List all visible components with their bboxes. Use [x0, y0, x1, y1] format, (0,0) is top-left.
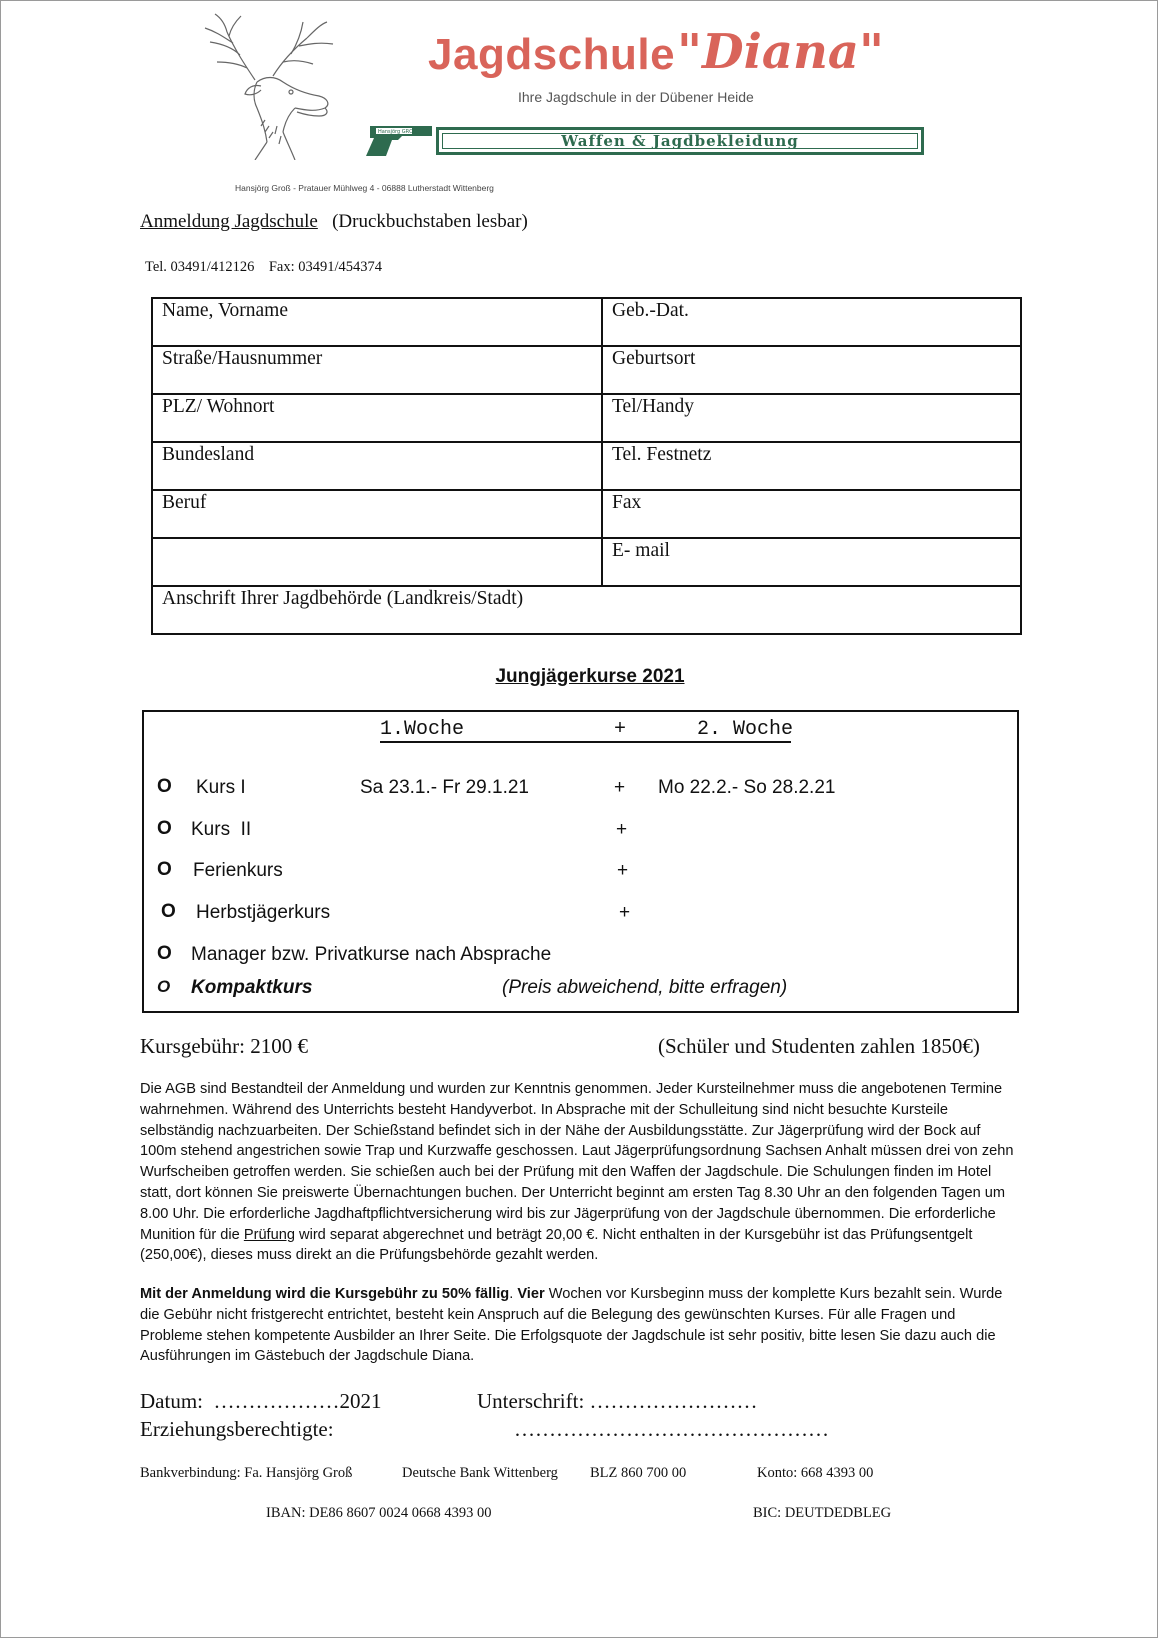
stag-logo-icon — [195, 10, 355, 160]
guardian-label: Erziehungsberechtigte: — [140, 1417, 334, 1441]
kurs2-checkbox[interactable]: O — [157, 818, 172, 839]
form-row — [152, 538, 1021, 586]
field-profession[interactable]: Beruf — [152, 490, 602, 538]
registration-title: Anmeldung Jagdschule — [140, 211, 318, 232]
form-row — [152, 442, 1021, 490]
payment-text: Wochen vor Kursbeginn muss der komplette Kurs bezahlt sein. Wurde die Gebühr nicht fristgerecht entrichtet, besteht kein Anspruch auf die Belegung des gewünschten Kurses. Für alle Fragen und Probleme stehen kompetente Ausbilder an Ihrer Seite. Die Erfolgsquote der Jagdschule ist sehr positiv, bitte lesen Sie dazu auch die Ausführungen im Gästebuch der Jagdschule Diana. — [140, 1286, 1003, 1365]
field-empty[interactable] — [152, 538, 602, 586]
kurs1-checkbox[interactable]: O — [157, 776, 172, 797]
field-landline[interactable]: Tel. Festnetz — [602, 442, 1021, 490]
terms-pruefung: Prüfung — [243, 1226, 295, 1243]
week1-heading: 1.Woche — [380, 718, 465, 741]
terms-paragraph — [140, 1079, 1020, 1266]
company-address: Hansjörg Groß - Pratauer Mühlweg 4 - 06888 Lutherstadt Wittenberg — [235, 183, 494, 193]
kurs1-week2-date: Mo 22.2.- So 28.2.21 — [658, 777, 836, 798]
field-email[interactable]: E- mail — [602, 538, 1021, 586]
form-row — [152, 490, 1021, 538]
pistol-icon — [362, 122, 434, 158]
banner-text: Waffen & Jagdbekleidung — [561, 132, 799, 150]
field-birthplace[interactable]: Geburtsort — [602, 346, 1021, 394]
registration-heading — [140, 211, 528, 233]
field-zip-city[interactable]: PLZ/ Wohnort — [152, 394, 602, 442]
bank-holder: Bankverbindung: Fa. Hansjörg Groß — [140, 1465, 353, 1481]
week-underline — [380, 741, 791, 743]
herbstkurs-name: Herbstjägerkurs — [196, 902, 331, 923]
manager-name: Manager bzw. Privatkurse nach Absprache — [191, 944, 552, 965]
kompakt-checkbox[interactable]: O — [157, 977, 171, 996]
bank-bic: BIC: DEUTDEDBLEG — [753, 1505, 892, 1521]
terms-text-a: Die AGB sind Bestandteil der Anmeldung und wurden zur Kenntnis genommen. Jeder Kursteilnehmer muss die angebotenen Termine wahrnehmen. Während des Unterrichts besteht Handyverbot. In Absprache mit der Schulleitung sind nicht besuchte Kursteile selbständig nachzuarbeiten. Der Schießstand befindet sich in der Nähe der Ausbildungsstätte. Zur Jägerprüfung wird der Bock auf 100m stehend angestrichen sowie Trap und Kurzwaffe geschossen. Laut Jägerprüfungsordnung Sachsen Anhalt müssen drei von zehn Wurfscheiben getroffen werden. Sie schießen auch bei der Prüfung mit den Waffen der Jagdschule. Die Schulungen finden im Hotel statt, dort können Sie preiswerte Übernachtungen buchen. Der Unterricht beginnt am ersten Tag 8.30 Uhr an den folgenden Tagen um 8.00 Uhr. Die erforderliche Jagdhaftpflichtversicherung wird bis zur Jägerprüfung von der Jagdschule übernommen. Die erforderliche Munition für die — [140, 1081, 1014, 1243]
field-birthdate[interactable]: Geb.-Dat. — [602, 298, 1021, 346]
title-name: "Diana" — [677, 24, 884, 80]
field-street[interactable]: Straße/Hausnummer — [152, 346, 602, 394]
signature-field[interactable]: Unterschrift: …………………… — [477, 1389, 758, 1413]
form-row — [152, 394, 1021, 442]
ferienkurs-checkbox[interactable]: O — [157, 859, 172, 880]
kurs1-plus: + — [614, 777, 626, 798]
payment-bold-2: Vier — [517, 1286, 545, 1302]
bank-konto: Konto: 668 4393 00 — [757, 1465, 874, 1481]
kurs1-week1-date: Sa 23.1.- Fr 29.1.21 — [360, 777, 529, 798]
form-row — [152, 298, 1021, 346]
date-field[interactable]: Datum: ………………2021 — [140, 1389, 382, 1413]
terms-text-b: wird separat abgerechnet und beträgt 20,00 €. Nicht enthalten in der Kursgebühr ist das Prüfungsentgelt (250,00€), dieses muss direkt an die Prüfungsbehörde gezahlt werden. — [140, 1226, 973, 1264]
course-fee: Kursgebühr: 2100 € — [140, 1034, 308, 1058]
kurs2-name: Kurs II — [191, 819, 252, 840]
week2-heading: 2. Woche — [697, 718, 794, 741]
banner — [436, 127, 924, 155]
student-fee: (Schüler und Studenten zahlen 1850€) — [658, 1034, 980, 1058]
registration-note: (Druckbuchstaben lesbar) — [332, 211, 528, 232]
pistol-label: Hansjörg GROß — [378, 129, 417, 135]
payment-bold-1: Mit der Anmeldung wird die Kursgebühr zu 50% fällig — [140, 1286, 510, 1302]
ferienkurs-name: Ferienkurs — [193, 860, 283, 881]
subtitle: Ihre Jagdschule in der Dübener Heide — [518, 89, 754, 105]
ferienkurs-plus: + — [617, 860, 629, 881]
kompakt-note: (Preis abweichend, bitte erfragen) — [502, 977, 788, 998]
manager-checkbox[interactable]: O — [157, 943, 172, 964]
field-fax[interactable]: Fax — [602, 490, 1021, 538]
payment-paragraph — [140, 1284, 1020, 1367]
field-mobile[interactable]: Tel/Handy — [602, 394, 1021, 442]
form-row — [152, 346, 1021, 394]
bank-blz: BLZ 860 700 00 — [590, 1465, 687, 1481]
bank-iban: IBAN: DE86 8607 0024 0668 4393 00 — [266, 1505, 492, 1521]
personal-data-form — [151, 297, 1022, 635]
kurs1-name: Kurs I — [196, 777, 246, 798]
bank-name: Deutsche Bank Wittenberg — [402, 1465, 558, 1481]
form-row — [152, 586, 1021, 634]
title-main: Jagdschule — [428, 30, 676, 79]
kompakt-name: Kompaktkurs — [191, 977, 313, 998]
guardian-signature-line[interactable]: ……………………………………… — [514, 1417, 829, 1441]
field-hunting-authority[interactable]: Anschrift Ihrer Jagdbehörde (Landkreis/Stadt) — [152, 586, 1021, 634]
field-state[interactable]: Bundesland — [152, 442, 602, 490]
field-name[interactable]: Name, Vorname — [152, 298, 602, 346]
herbstkurs-plus: + — [619, 902, 631, 923]
contact-phones: Tel. 03491/412126 Fax: 03491/454374 — [145, 259, 383, 275]
kurs2-plus: + — [616, 819, 628, 840]
payment-dot: . — [509, 1286, 518, 1302]
week-plus: + — [614, 718, 627, 741]
courses-title: Jungjägerkurse 2021 — [495, 666, 685, 687]
herbstkurs-checkbox[interactable]: O — [161, 901, 176, 922]
